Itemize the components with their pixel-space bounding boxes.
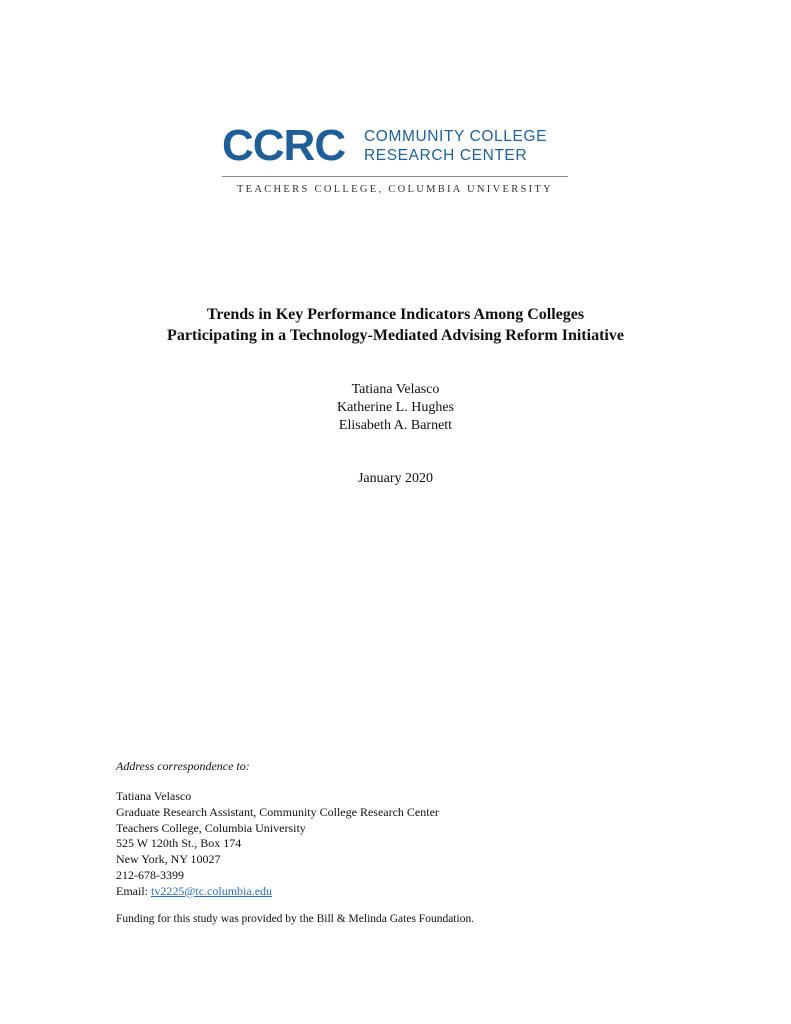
paper-title-line1: Trends in Key Performance Indicators Among Colleges [206, 306, 585, 323]
logo-name-line1: COMMUNITY COLLEGE [364, 128, 548, 145]
logo-name [364, 127, 547, 165]
funding-note: Funding for this study was provided by the Bill & Melinda Gates Foundation. [116, 913, 475, 925]
author-name: Tatiana Velasco [351, 382, 440, 397]
ccrc-logo [222, 121, 570, 204]
publication-date: January 2020 [357, 471, 434, 486]
contact-position: Graduate Research Assistant, Community College Research Center [116, 804, 439, 819]
correspondence-heading: Address correspondence to: [116, 759, 250, 773]
contact-phone: 212-678-3399 [116, 867, 184, 882]
contact-name: Tatiana Velasco [116, 789, 192, 803]
author-list [195, 381, 596, 435]
contact-institution: Teachers College, Columbia University [116, 820, 306, 835]
logo-university: TEACHERS COLLEGE, COLUMBIA UNIVERSITY [236, 184, 554, 195]
contact-city: New York, NY 10027 [116, 852, 221, 867]
contact-email-label: Email: [116, 883, 151, 898]
contact-email-link[interactable]: tv2225@tc.columbia.edu [151, 883, 273, 898]
logo-divider [222, 176, 568, 177]
paper-title-line2: Participating in a Technology-Mediated Advising Reform Initiative [167, 327, 624, 344]
contact-street: 525 W 120th St., Box 174 [116, 836, 242, 851]
contact-block [116, 789, 439, 900]
logo-name-line2: RESEARCH CENTER [364, 147, 528, 164]
logo-mark: CCRC [222, 121, 346, 170]
author-name: Katherine L. Hughes [336, 400, 455, 415]
author-name: Elisabeth A. Barnett [338, 418, 453, 433]
contact-email-line [116, 884, 439, 900]
paper-title [60, 304, 731, 346]
